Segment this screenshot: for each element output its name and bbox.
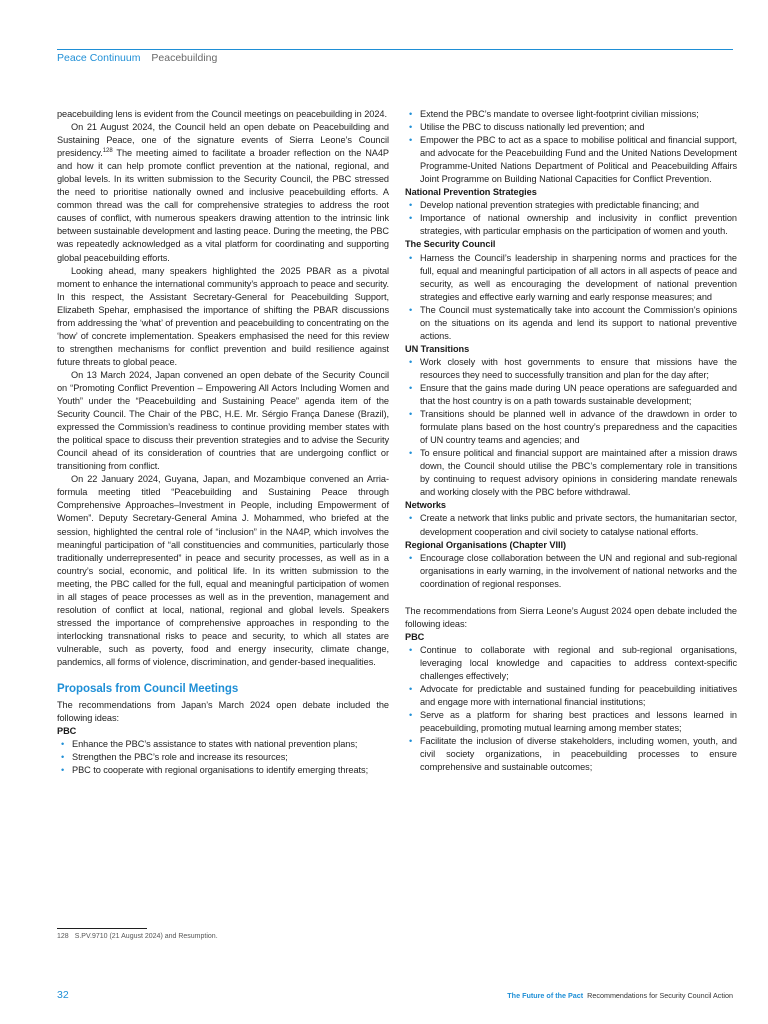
networks-list bbox=[405, 512, 737, 538]
list-item: • Encourage close collaboration between the UN and regional and sub-regional organisations in early warning, in the involvement of national networks and the coordination of regional responses. bbox=[405, 552, 737, 591]
subheading-national-prevention: National Prevention Strategies bbox=[405, 187, 537, 198]
publication-title: The Future of the Pact bbox=[507, 991, 584, 1000]
subheading-security-council: The Security Council bbox=[405, 239, 496, 250]
footnote bbox=[57, 932, 218, 941]
list-item: • Extend the PBC’s mandate to oversee light-footprint civilian missions; bbox=[405, 108, 737, 121]
page-header bbox=[57, 49, 733, 70]
publication-subtitle: Recommendations for Security Council Action bbox=[587, 991, 733, 1000]
footnote-number: 128 bbox=[57, 933, 69, 940]
page-number: 32 bbox=[57, 989, 69, 1001]
sl-pbc-list bbox=[405, 644, 737, 774]
footnote-divider bbox=[57, 928, 147, 929]
footnote-text: S.PV.9710 (21 August 2024) and Resumption. bbox=[74, 933, 218, 940]
list-item: • Strengthen the PBC’s role and increase its resources; bbox=[57, 751, 389, 764]
header-subsection-link[interactable]: Peacebuilding bbox=[151, 52, 218, 64]
list-item: • Serve as a platform for sharing best practices and lessons learned in peacebuilding, promoting mutual learning among member states; bbox=[405, 709, 737, 735]
intro-text: The recommendations from Sierra Leone’s August 2024 open debate included the following ideas: bbox=[405, 605, 737, 629]
sc-list bbox=[405, 252, 737, 343]
list-item: • Create a network that links public and private sectors, the humanitarian sector, development cooperation and civil society to catalyse national efforts. bbox=[405, 512, 737, 538]
list-item: • PBC to cooperate with regional organisations to identify emerging threats; bbox=[57, 764, 389, 777]
list-item: • Transitions should be planned well in advance of the drawdown in order to formulate plans based on the host country’s preparedness and the capacities of UN country teams and agencies; and bbox=[405, 408, 737, 447]
footnote-ref[interactable]: 128 bbox=[102, 148, 113, 155]
regional-list bbox=[405, 552, 737, 591]
unt-list bbox=[405, 356, 737, 500]
paragraph: On 22 January 2024, Guyana, Japan, and Mozambique convened an Arria-formula meeting titled “Peacebuilding and Sustaining Peace through Comprehensive Approaches–Investment in People, including Empowerment of Women”. Deputy Secretary-General Amina J. Mohammed, who briefed at the session, highlighted the central role of “inclusion” in the NA4P, which involves the meaningful participation of “all constituencies and communities, particularly those traditionally underrepresented” in peace and security processes, as well as in a country’s social, economic, and political life. In its written submission to the meeting, the PBC called for the full, equal and meaningful participation of women in all stages of peace processes as well as in the prevention, management and resolution of conflict at local, national, regional and global levels. Speakers stressed the importance of comprehensive approaches in responding to the interlocking transnational risks to peace and security, to which all states are vulnerable, such as poverty, food and energy insecurity, climate change, pandemics, all forms of violence, discrimination, and gender-based inequalities. bbox=[57, 474, 389, 667]
nps-list bbox=[405, 199, 737, 238]
pbc-list bbox=[57, 738, 389, 777]
list-item: • Importance of national ownership and inclusivity in conflict prevention strategies, with particular emphasis on the participation of women and youth. bbox=[405, 212, 737, 238]
list-item: • Ensure that the gains made during UN peace operations are safeguarded and that the host country is on a path towards sustainable development; bbox=[405, 382, 737, 408]
list-item: • Enhance the PBC’s assistance to states with national prevention plans; bbox=[57, 738, 389, 751]
pbc-list-continued bbox=[405, 108, 737, 186]
list-item: • Develop national prevention strategies with predictable financing; and bbox=[405, 199, 737, 212]
subheading-pbc: PBC bbox=[405, 631, 425, 642]
paragraph: Looking ahead, many speakers highlighted the 2025 PBAR as a pivotal moment to enhance the international community’s approach to peace and security. In this respect, the Assistant Secretary-General for Peacebuilding Support, Elizabeth Spehar, emphasised the importance of shifting the PBAR discussions from addressing the ‘what’ of prevention and peacebuilding to concentrating on the ‘how’ of concrete implementation. Speakers emphasised the need for this review to strengthen mechanisms for conflict prevention and build resilience against future threats to global peace. bbox=[57, 265, 389, 367]
subheading-regional-organisations: Regional Organisations (Chapter VIII) bbox=[405, 539, 566, 550]
intro-text: The recommendations from Japan’s March 2024 open debate included the following ideas: bbox=[57, 700, 389, 724]
list-item: • Harness the Council’s leadership in sharpening norms and practices for the full, equal and meaningful participation of all actors in all aspects of peace and security, as well as encouraging the development of national prevention strategies and effective early warning and early response measures; and bbox=[405, 252, 737, 304]
list-item: • Work closely with host governments to ensure that missions have the resources they need to successfully transition and plan for the day after; bbox=[405, 356, 737, 382]
paragraph: On 21 August 2024, the Council held an open debate on Peacebuilding and Sustaining Peace, one of the signature events of Sierra Leone’s Council presidency.$^{128}$ The meeting aimed to facilitate a broader reflection on the NA4P and how it can help promote conflict prevention at the national, regional, and global levels. In its written submission to the Security Council, the PBC stressed the need to prioritise nationally owned and inclusive peacebuilding efforts. A common thread was the call for comprehensive strategies to address the root causes of conflict, with numerous speakers drawing attention to the intrinsic link between sustainable development and lasting peace. During the meeting, the PBC was repeatedly acknowledged as a vital platform for coordinating and supporting global peacebuilding efforts. bbox=[57, 122, 389, 263]
list-item: • Empower the PBC to act as a space to mobilise political and financial support, and advocate for the Peacebuilding Fund and the United Nations Development Programme-United Nations Department of Political and Peacebuilding Affairs Joint Programme on Building National Capacities for Conflict Prevention. bbox=[405, 134, 737, 186]
subheading-pbc: PBC bbox=[57, 726, 77, 737]
paragraph: On 13 March 2024, Japan convened an open debate of the Security Council on “Promoting Conflict Prevention – Empowering All Actors Including Women and Youth” under the “Peacebuilding and Sustaining Peace” agenda item of the Security Council. The Chair of the PBC, H.E. Mr. Sérgio França Danese (Brazil), expressed the Commission’s readiness to continue providing member states with the political space to discuss their prevention strategies and to advise the Security Council ahead of its consideration of countries that are undergoing conflict or transitioning from conflict. bbox=[57, 369, 389, 472]
section-heading: Proposals from Council Meetings bbox=[57, 683, 239, 696]
list-item: • Advocate for predictable and sustained funding for peacebuilding initiatives and engage more with international financial institutions; bbox=[405, 683, 737, 709]
right-column bbox=[405, 108, 737, 774]
subheading-networks: Networks bbox=[405, 500, 446, 511]
left-column bbox=[57, 108, 389, 777]
subheading-un-transitions: UN Transitions bbox=[405, 343, 470, 354]
list-item: • Facilitate the inclusion of diverse stakeholders, including women, youth, and civil society organizations, in peacebuilding processes to ensure comprehensive and sustainable outcomes; bbox=[405, 735, 737, 774]
footer-title bbox=[507, 991, 733, 1000]
paragraph: peacebuilding lens is evident from the Council meetings on peacebuilding in 2024. bbox=[57, 109, 387, 119]
list-item: • The Council must systematically take into account the Commission’s opinions on the situations on its agenda and lend its support to national preventive actions. bbox=[405, 304, 737, 343]
list-item: • Utilise the PBC to discuss nationally led prevention; and bbox=[405, 121, 737, 134]
list-item: • Continue to collaborate with regional and sub-regional organisations, leveraging local knowledge and capacities to address context-specific challenges effectively; bbox=[405, 644, 737, 683]
list-item: • To ensure political and financial support are maintained after a mission draws down, the Council should utilise the PBC’s complementary role in transitions by continuing to request advisory opinions in considering mandate renewals and working closely with the PBC before withdrawal. bbox=[405, 447, 737, 499]
header-section-link[interactable]: Peace Continuum bbox=[57, 52, 141, 64]
